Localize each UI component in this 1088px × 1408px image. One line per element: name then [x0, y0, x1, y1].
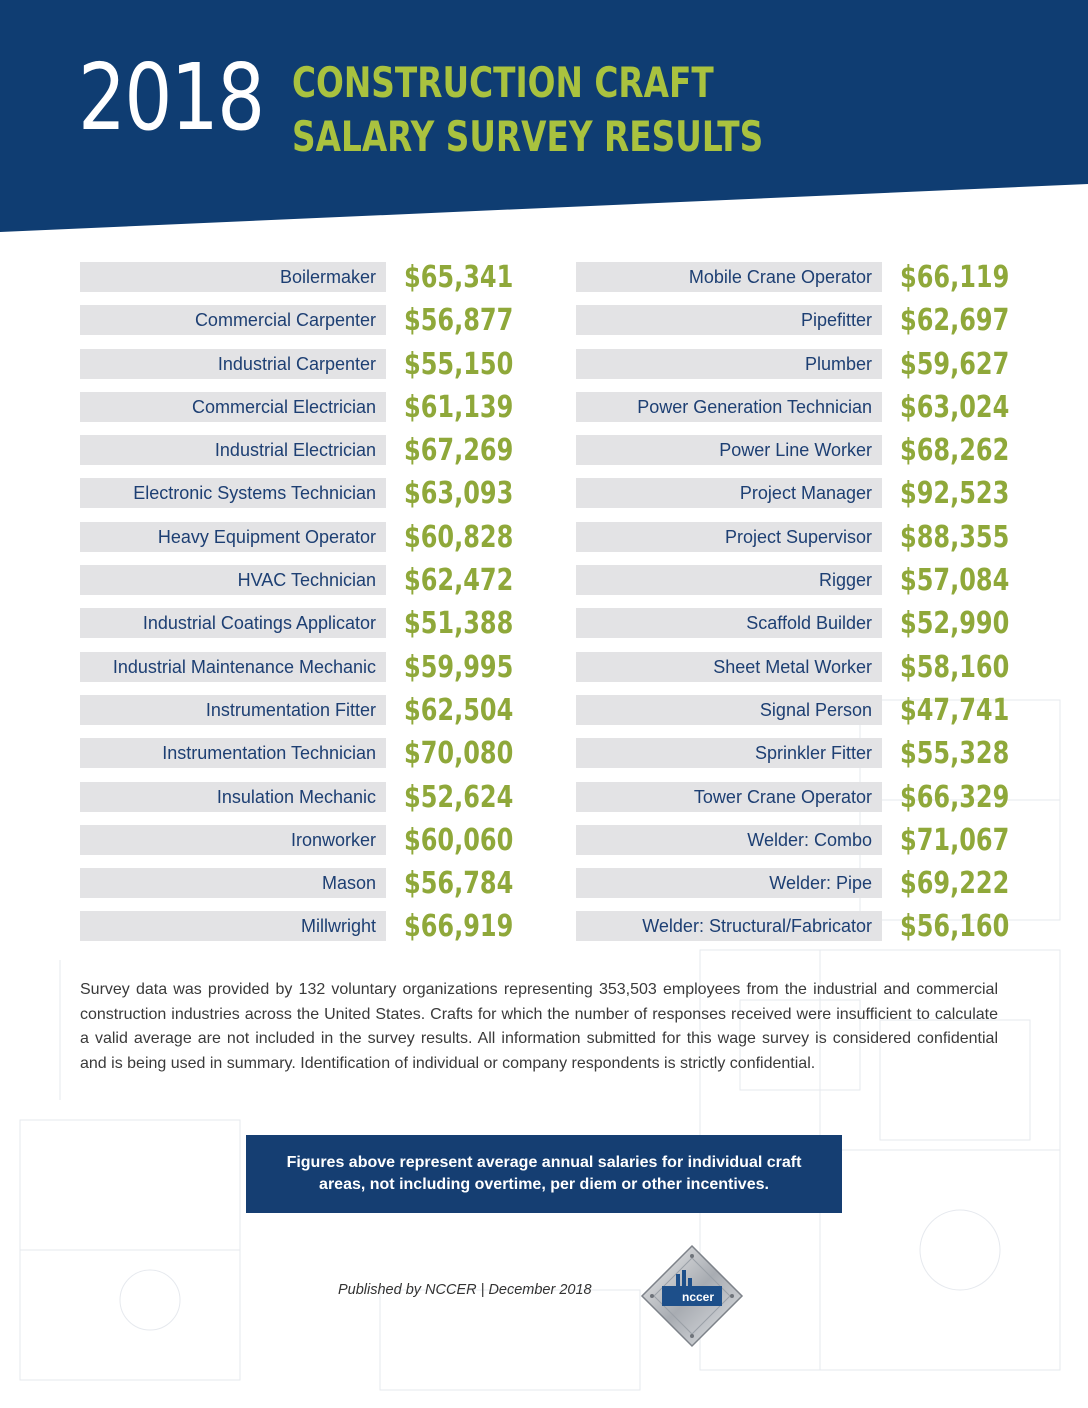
callout-text: Figures above represent average annual salaries for individual craft areas, not including overtime, per diem or other incentives. [286, 1154, 802, 1193]
craft-salary: $65,341 [404, 260, 514, 295]
craft-salary: $66,329 [900, 779, 1010, 815]
craft-name: Sprinkler Fitter [754, 743, 872, 764]
craft-salary: $71,067 [900, 822, 1010, 858]
craft-name: Commercial Electrician [191, 396, 376, 417]
craft-salary: $62,504 [404, 692, 514, 728]
craft-salary: $52,624 [404, 779, 514, 815]
nccer-logo [640, 1244, 744, 1348]
survey-note: Survey data was provided by 132 voluntary organizations representing 353,503 employees from the industrial and commercial construction industries across the United States. Crafts for which the number of responses received were insufficient to calculate a valid average are not included in the survey results. All information submitted for this wage survey is considered confidential and is being used in summary. Identification of individual or company respondents is strictly confidential. [80, 981, 998, 1072]
craft-name: Sheet Metal Worker [713, 656, 872, 677]
craft-bar [80, 392, 386, 422]
craft-bar [80, 825, 386, 855]
craft-salary: $60,828 [404, 519, 514, 555]
craft-bar [80, 868, 386, 898]
craft-name: Power Generation Technician [637, 396, 872, 417]
craft-bar [576, 652, 882, 682]
craft-name: Mason [321, 873, 376, 894]
craft-name: Project Manager [739, 483, 872, 504]
craft-name: Project Supervisor [724, 526, 872, 547]
craft-bar [576, 262, 882, 292]
craft-salary: $59,995 [404, 649, 514, 685]
craft-salary: $57,084 [900, 563, 1010, 599]
report-title-line2: SALARY SURVEY RESULTS [292, 112, 764, 161]
craft-name: Instrumentation Fitter [205, 699, 376, 720]
craft-salary: $66,119 [900, 260, 1010, 295]
craft-name: Welder: Pipe [769, 873, 872, 894]
craft-bar [80, 695, 386, 725]
craft-name: Electronic Systems Technician [133, 483, 376, 504]
craft-name: Ironworker [290, 829, 376, 850]
craft-bar [80, 305, 386, 335]
craft-salary: $55,150 [404, 346, 514, 382]
craft-salary: $61,139 [404, 389, 514, 425]
report-title-line1: CONSTRUCTION CRAFT [292, 58, 714, 107]
craft-bar [80, 738, 386, 768]
craft-bar [576, 349, 882, 379]
craft-salary: $59,627 [900, 346, 1010, 382]
craft-name: Welder: Structural/Fabricator [642, 916, 872, 937]
craft-bar [80, 565, 386, 595]
craft-name: Industrial Maintenance Mechanic [112, 656, 376, 677]
craft-name: Tower Crane Operator [693, 786, 872, 807]
craft-bar [576, 305, 882, 335]
craft-name: Power Line Worker [719, 440, 872, 461]
craft-salary: $62,472 [404, 563, 514, 599]
craft-salary: $60,060 [404, 822, 514, 858]
craft-bar [80, 911, 386, 941]
craft-bar [80, 608, 386, 638]
craft-name: Scaffold Builder [746, 613, 872, 634]
craft-salary: $66,919 [404, 909, 514, 945]
craft-name: Industrial Coatings Applicator [142, 613, 376, 634]
craft-name: Mobile Crane Operator [688, 267, 872, 287]
craft-bar [80, 652, 386, 682]
craft-bar [576, 695, 882, 725]
craft-bar [576, 782, 882, 812]
craft-bar [576, 478, 882, 508]
craft-salary: $88,355 [900, 519, 1010, 555]
logo-text: nccer [681, 1290, 715, 1304]
craft-name: Boilermaker [279, 267, 376, 287]
craft-salary: $56,877 [404, 303, 514, 339]
header-banner [0, 0, 1088, 232]
craft-bar [576, 435, 882, 465]
craft-name: Insulation Mechanic [216, 786, 376, 807]
craft-bar [576, 565, 882, 595]
report-year: 2018 [78, 44, 264, 151]
craft-name: Rigger [818, 570, 872, 591]
craft-bar [80, 782, 386, 812]
craft-name: Heavy Equipment Operator [157, 526, 376, 547]
craft-salary: $51,388 [404, 606, 514, 642]
craft-salary: $68,262 [900, 433, 1010, 469]
craft-bar [576, 608, 882, 638]
craft-salary: $58,160 [900, 649, 1010, 685]
published-by: Published by NCCER | December 2018 [338, 1282, 592, 1298]
craft-bar [80, 522, 386, 552]
craft-bar [576, 392, 882, 422]
craft-name: Pipefitter [800, 310, 872, 331]
craft-bar [80, 435, 386, 465]
craft-name: Welder: Combo [747, 829, 872, 850]
craft-bar [576, 522, 882, 552]
craft-bar [576, 911, 882, 941]
craft-salary: $62,697 [900, 303, 1010, 339]
craft-salary: $69,222 [900, 866, 1010, 902]
craft-salary: $63,024 [900, 389, 1010, 425]
craft-name: Instrumentation Technician [162, 743, 376, 764]
craft-bar [80, 262, 386, 292]
callout-box [246, 1135, 842, 1213]
craft-salary: $92,523 [900, 476, 1010, 512]
craft-bar [80, 478, 386, 508]
craft-name: Industrial Carpenter [217, 353, 376, 374]
craft-bar [576, 738, 882, 768]
craft-name: Plumber [804, 353, 872, 374]
craft-salary: $70,080 [404, 736, 514, 772]
craft-bar [576, 825, 882, 855]
craft-salary: $63,093 [404, 476, 514, 512]
craft-salary: $47,741 [900, 692, 1010, 728]
craft-salary: $56,160 [900, 909, 1010, 945]
craft-name: Millwright [300, 916, 376, 937]
craft-name: Industrial Electrician [214, 440, 376, 461]
craft-salary: $67,269 [404, 433, 514, 469]
craft-name: Signal Person [759, 699, 872, 720]
craft-bar [80, 349, 386, 379]
craft-salary: $55,328 [900, 736, 1010, 772]
craft-name: Commercial Carpenter [194, 310, 376, 331]
craft-salary: $56,784 [404, 866, 514, 902]
craft-name: HVAC Technician [237, 570, 376, 591]
craft-bar [576, 868, 882, 898]
craft-salary: $52,990 [900, 606, 1010, 642]
